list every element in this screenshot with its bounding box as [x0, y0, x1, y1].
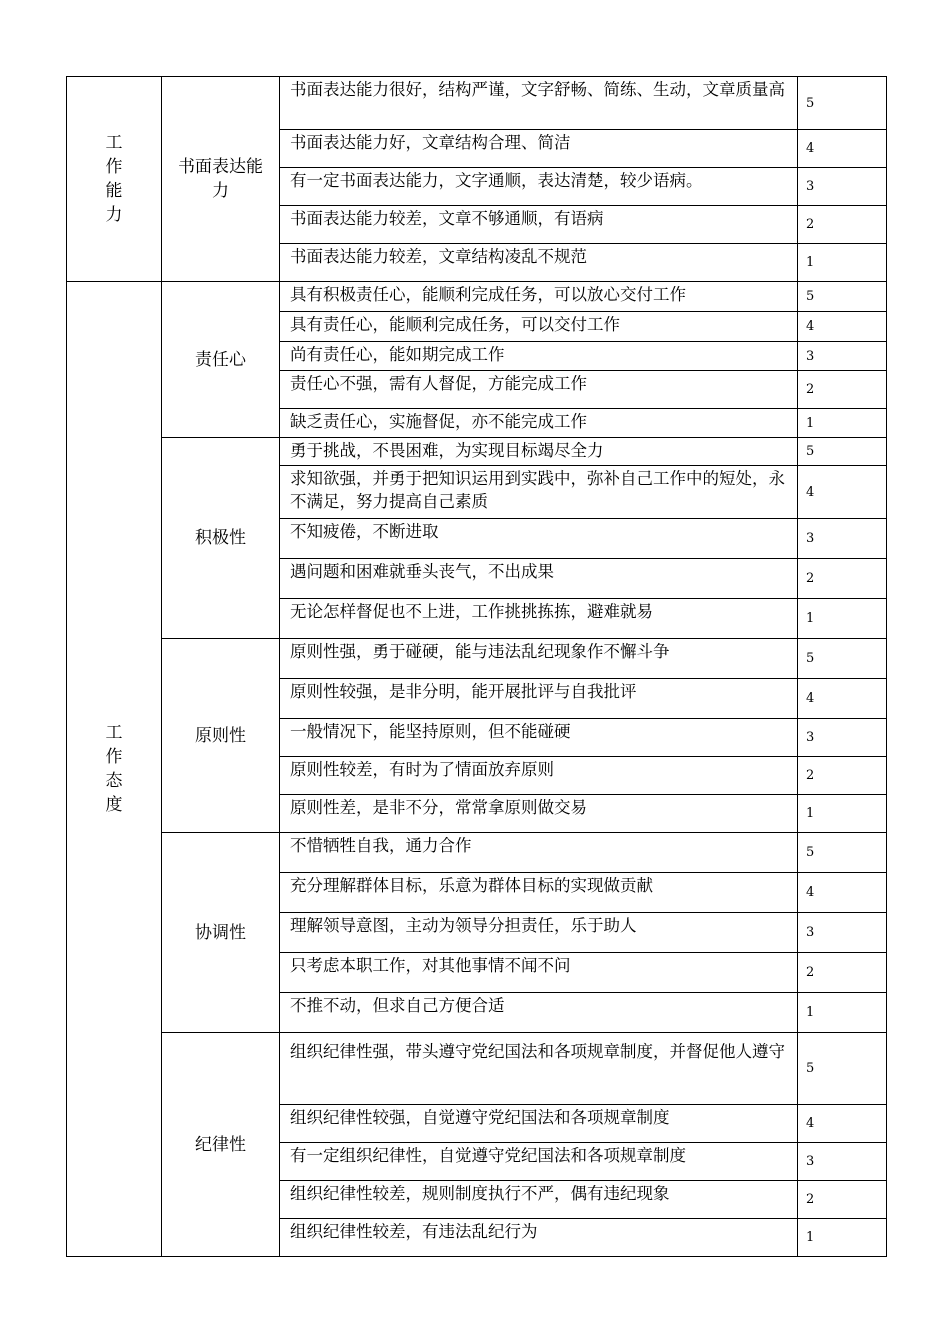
- level-description: 不惜牺牲自我，通力合作: [280, 833, 798, 873]
- level-description: 原则性较差，有时为了情面放弃原则: [280, 757, 798, 795]
- level-score: 4: [798, 679, 887, 719]
- level-score: 5: [798, 282, 887, 312]
- table-row: [67, 833, 887, 873]
- level-description: 勇于挑战，不畏困难，为实现目标竭尽全力: [280, 438, 798, 466]
- item-label: 书面表达能力: [178, 157, 263, 201]
- level-score: 4: [798, 130, 887, 168]
- level-score: 2: [798, 757, 887, 795]
- table-row: [67, 438, 887, 466]
- level-score: 3: [798, 168, 887, 206]
- level-description: 有一定组织纪律性，自觉遵守党纪国法和各项规章制度: [280, 1143, 798, 1181]
- level-description: 求知欲强，并勇于把知识运用到实践中，弥补自己工作中的短处，永不满足，努力提高自己素质: [280, 466, 798, 519]
- level-score: 2: [798, 206, 887, 244]
- level-score: 5: [798, 1033, 887, 1105]
- level-score: 1: [798, 244, 887, 282]
- evaluation-table-body: [67, 77, 887, 1257]
- table-row: [67, 639, 887, 679]
- level-score: 3: [798, 913, 887, 953]
- level-score: 3: [798, 519, 887, 559]
- level-score: 3: [798, 719, 887, 757]
- level-score: 5: [798, 833, 887, 873]
- level-description: 具有责任心，能顺利完成任务，可以交付工作: [280, 312, 798, 342]
- level-description: 书面表达能力较差，文章结构凌乱不规范: [280, 244, 798, 282]
- level-description: 理解领导意图，主动为领导分担责任，乐于助人: [280, 913, 798, 953]
- level-description: 一般情况下，能坚持原则，但不能碰硬: [280, 719, 798, 757]
- level-score: 2: [798, 559, 887, 599]
- item-label: 协调性: [195, 922, 246, 943]
- item-cell-coordination: [162, 833, 280, 1033]
- category-cell-work-ability: [67, 77, 162, 282]
- level-description: 组织纪律性较差，有违法乱纪行为: [280, 1219, 798, 1257]
- item-label: 原则性: [195, 725, 246, 746]
- level-score: 5: [798, 77, 887, 130]
- item-label: 积极性: [195, 528, 246, 548]
- item-label: 纪律性: [195, 1134, 246, 1155]
- level-score: 1: [798, 599, 887, 639]
- table-row: [67, 1033, 887, 1105]
- level-description: 责任心不强，需有人督促，方能完成工作: [280, 371, 798, 409]
- level-score: 3: [798, 342, 887, 371]
- evaluation-table: [66, 76, 887, 1257]
- level-description: 只考虑本职工作，对其他事情不闻不问: [280, 953, 798, 993]
- table-row: [67, 282, 887, 312]
- item-cell-writing: [162, 77, 280, 282]
- item-cell-initiative: [162, 438, 280, 639]
- level-score: 1: [798, 993, 887, 1033]
- level-description: 尚有责任心，能如期完成工作: [280, 342, 798, 371]
- level-description: 原则性差，是非不分，常常拿原则做交易: [280, 795, 798, 833]
- level-score: 4: [798, 466, 887, 519]
- level-score: 2: [798, 953, 887, 993]
- level-score: 1: [798, 1219, 887, 1257]
- level-score: 1: [798, 795, 887, 833]
- category-cell-work-attitude: [67, 282, 162, 1257]
- item-label: 责任心: [195, 349, 246, 370]
- level-score: 1: [798, 409, 887, 438]
- level-description: 充分理解群体目标，乐意为群体目标的实现做贡献: [280, 873, 798, 913]
- level-description: 不推不动，但求自己方便合适: [280, 993, 798, 1033]
- level-score: 3: [798, 1143, 887, 1181]
- level-score: 4: [798, 1105, 887, 1143]
- level-score: 2: [798, 1181, 887, 1219]
- level-description: 原则性强，勇于碰硬，能与违法乱纪现象作不懈斗争: [280, 639, 798, 679]
- level-description: 书面表达能力很好，结构严谨，文字舒畅、简练、生动，文章质量高: [280, 77, 798, 130]
- level-score: 4: [798, 312, 887, 342]
- level-score: 2: [798, 371, 887, 409]
- level-score: 5: [798, 438, 887, 466]
- category-label: 工作能力: [105, 133, 123, 225]
- category-label: 工作态度: [105, 723, 123, 815]
- level-score: 5: [798, 639, 887, 679]
- level-description: 书面表达能力好，文章结构合理、简洁: [280, 130, 798, 168]
- item-cell-principle: [162, 639, 280, 833]
- item-cell-responsibility: [162, 282, 280, 438]
- level-description: 缺乏责任心，实施督促，亦不能完成工作: [280, 409, 798, 438]
- table-row: [67, 77, 887, 130]
- level-description: 有一定书面表达能力，文字通顺，表达清楚，较少语病。: [280, 168, 798, 206]
- level-description: 组织纪律性较强，自觉遵守党纪国法和各项规章制度: [280, 1105, 798, 1143]
- level-description: 组织纪律性较差，规则制度执行不严，偶有违纪现象: [280, 1181, 798, 1219]
- level-description: 无论怎样督促也不上进，工作挑挑拣拣，避难就易: [280, 599, 798, 639]
- level-description: 书面表达能力较差，文章不够通顺，有语病: [280, 206, 798, 244]
- level-description: 组织纪律性强，带头遵守党纪国法和各项规章制度，并督促他人遵守: [280, 1033, 798, 1105]
- level-description: 遇问题和困难就垂头丧气，不出成果: [280, 559, 798, 599]
- level-description: 原则性较强，是非分明，能开展批评与自我批评: [280, 679, 798, 719]
- item-cell-discipline: [162, 1033, 280, 1257]
- level-score: 4: [798, 873, 887, 913]
- level-description: 具有积极责任心，能顺利完成任务，可以放心交付工作: [280, 282, 798, 312]
- level-description: 不知疲倦，不断进取: [280, 519, 798, 559]
